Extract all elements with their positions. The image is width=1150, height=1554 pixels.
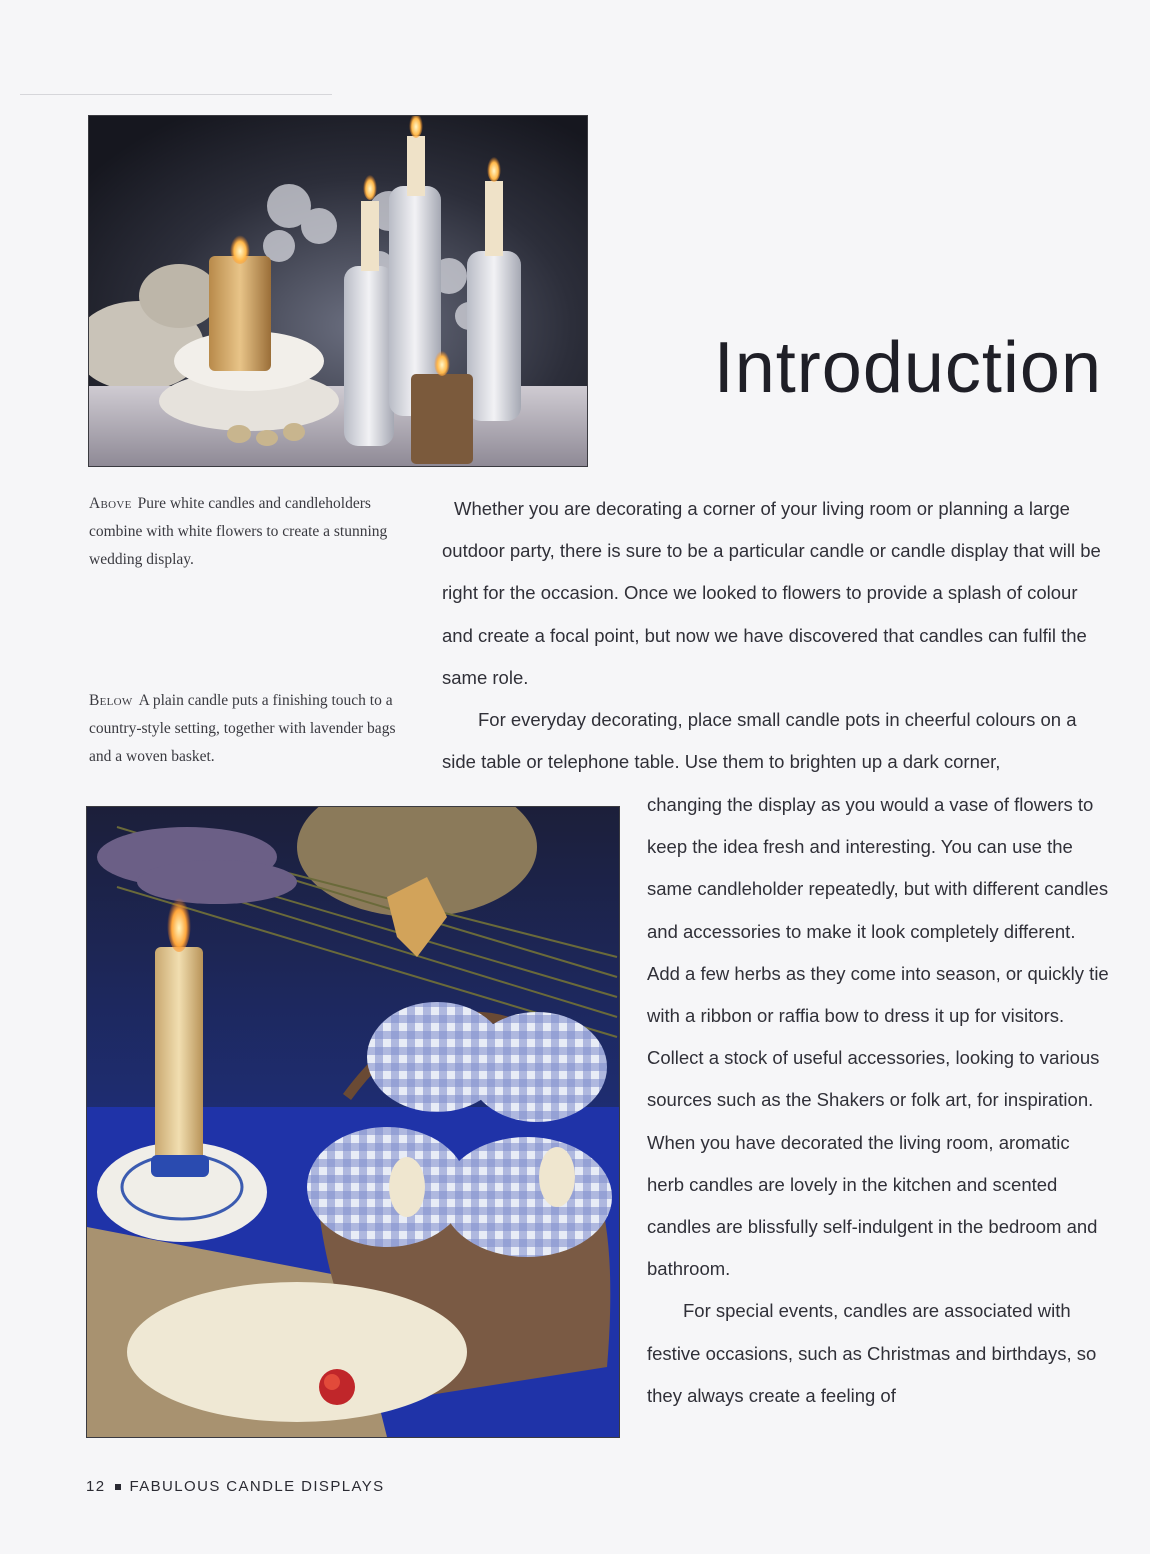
caption-below-lead: Below bbox=[89, 692, 133, 709]
square-bullet-icon bbox=[115, 1484, 121, 1490]
page-number: 12 bbox=[86, 1478, 106, 1495]
caption-below bbox=[89, 687, 399, 771]
caption-above-lead: Above bbox=[89, 495, 132, 512]
body-narrow-column bbox=[647, 784, 1109, 1417]
body-wide-column bbox=[442, 488, 1102, 783]
page-title: Introduction bbox=[713, 328, 1102, 408]
white-candles-photo bbox=[88, 115, 588, 467]
body-paragraph-3: For special events, candles are associated with festive occasions, such as Christmas and birthdays, so they always create a feeling of bbox=[647, 1300, 1097, 1406]
body-paragraph-2-continued: changing the display as you would a vase of flowers to keep the idea fresh and interesting. You can use the same candleholder repeatedly, but with different candles and accessories to make it look completely different. Add a few herbs as they come into season, or quickly tie with a ribbon or raffia bow to dress it up for visitors. Collect a stock of useful accessories, looking to various sources such as the Shakers or folk art, for inspiration. When you have decorated the living room, aromatic herb candles are lovely in the kitchen and scented candles are blissfully self-indulgent in the bedroom and bathroom. bbox=[647, 794, 1109, 1280]
caption-above-text: Pure white candles and candleholders combine with white flowers to create a stunning wedding display. bbox=[89, 495, 388, 568]
page-footer bbox=[86, 1478, 385, 1495]
caption-below-text: A plain candle puts a finishing touch to a country-style setting, together with lavender bags and a woven basket. bbox=[89, 692, 396, 765]
running-title: FABULOUS CANDLE DISPLAYS bbox=[129, 1478, 385, 1495]
body-paragraph-1: Whether you are decorating a corner of your living room or planning a large outdoor party, there is sure to be a particular candle or candle display that will be right for the occasion. Once we looked to flowers to provide a splash of colour and create a focal point, but now we have discovered that candles can fulfil the same role. bbox=[442, 498, 1101, 688]
lavender-basket-photo bbox=[86, 806, 620, 1438]
body-paragraph-2-start: For everyday decorating, place small candle pots in cheerful colours on a side table or telephone table. Use them to brighten up a dark corner, bbox=[442, 709, 1077, 773]
top-rule bbox=[20, 94, 332, 95]
caption-above bbox=[89, 490, 399, 574]
